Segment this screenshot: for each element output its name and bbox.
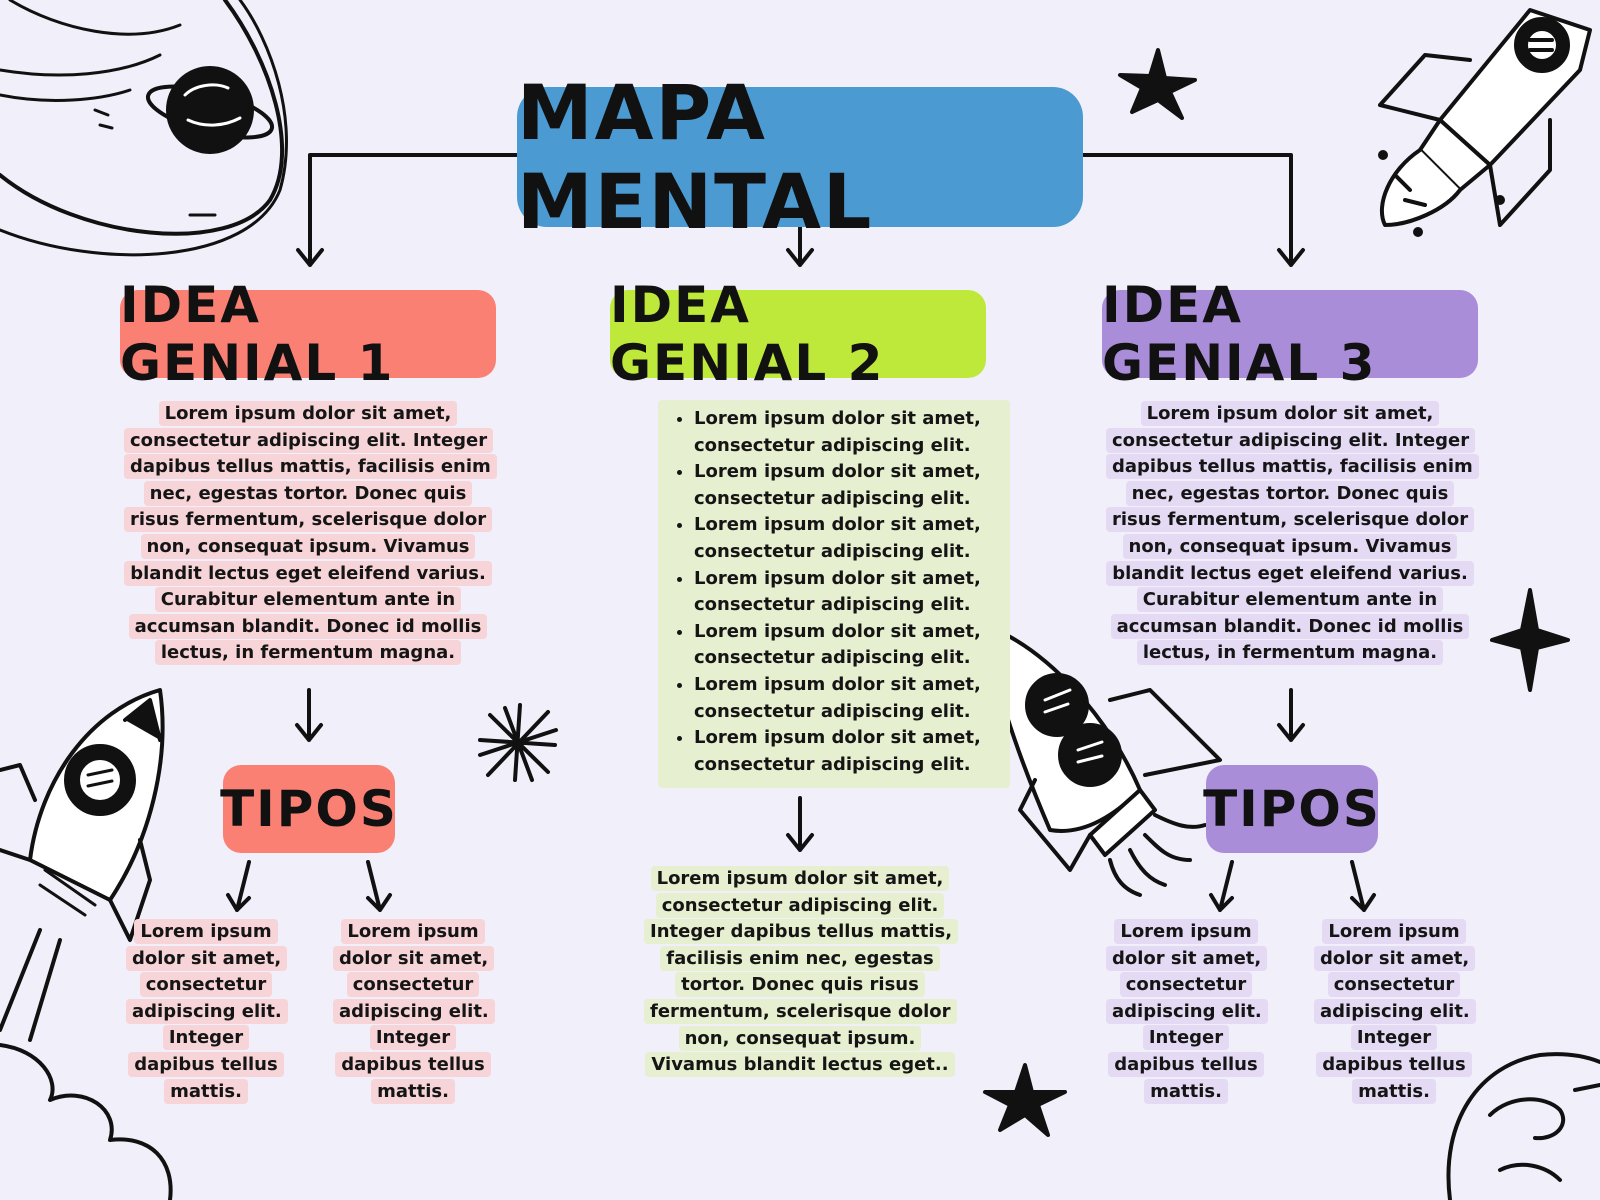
idea-1-subitem-1-text: Lorem ipsum dolor sit amet, consectetur adipiscing elit. Integer dapibus tellus mattis. [126, 919, 288, 1104]
idea-2-bullet-4: • Lorem ipsum dolor sit amet, consectetur adipiscing elit. [694, 566, 1000, 619]
mind-map-title: MAPA MENTAL [517, 87, 1083, 227]
connector-title-idea1 [298, 155, 517, 265]
idea-1-subitem-2-text: Lorem ipsum dolor sit amet, consectetur adipiscing elit. Integer dapibus tellus mattis. [333, 919, 495, 1104]
idea-1-label: IDEA GENIAL 1 [120, 290, 496, 378]
idea-1-subitem-2 [333, 919, 493, 1105]
idea-3-tipos-label: TIPOS [1206, 765, 1378, 853]
idea-3-subitem-2-text: Lorem ipsum dolor sit amet, consectetur adipiscing elit. Integer dapibus tellus mattis. [1314, 919, 1476, 1104]
idea-1-tipos-label: TIPOS [223, 765, 395, 853]
idea-2-bullet-6: • Lorem ipsum dolor sit amet, consectetur adipiscing elit. [694, 672, 1000, 725]
idea-1-description-text: Lorem ipsum dolor sit amet, consectetur adipiscing elit. Integer dapibus tellus mattis, facilisis enim nec, egestas tortor. Donec quis risus fermentum, scelerisque dolor non, consequat ipsum. Vivamus blandit lectus eget eleifend varius. Curabitur elementum ante in accumsan blandit. Donec id mollis lectus, in fermentum magna. [124, 401, 497, 665]
connector-tipos1-sub1 [228, 862, 249, 910]
idea-3-description-text: Lorem ipsum dolor sit amet, consectetur adipiscing elit. Integer dapibus tellus mattis, facilisis enim nec, egestas tortor. Donec quis risus fermentum, scelerisque dolor non, consequat ipsum. Vivamus blandit lectus eget eleifend varius. Curabitur elementum ante in accumsan blandit. Donec id mollis lectus, in fermentum magna. [1106, 401, 1479, 665]
connector-idea1-tipos [297, 690, 321, 740]
idea-3-subitem-1 [1106, 919, 1266, 1105]
idea-2-bullet-7: • Lorem ipsum dolor sit amet, consectetur adipiscing elit. [694, 725, 1000, 778]
idea-1-description [124, 401, 492, 667]
idea-2-bullet-5: • Lorem ipsum dolor sit amet, consectetur adipiscing elit. [694, 619, 1000, 672]
connector-tipos1-sub2 [368, 862, 390, 910]
idea-2-description [644, 866, 956, 1079]
connector-tipos3-sub2 [1352, 862, 1374, 910]
idea-2-bullet-2: • Lorem ipsum dolor sit amet, consectetur adipiscing elit. [694, 459, 1000, 512]
idea-2-bullet-1: • Lorem ipsum dolor sit amet, consectetur adipiscing elit. [694, 406, 1000, 459]
idea-3-subitem-1-text: Lorem ipsum dolor sit amet, consectetur adipiscing elit. Integer dapibus tellus mattis. [1106, 919, 1268, 1104]
idea-3-label: IDEA GENIAL 3 [1102, 290, 1478, 378]
idea-3-description [1106, 401, 1474, 667]
connector-idea2-detail [788, 798, 812, 850]
idea-2-label: IDEA GENIAL 2 [610, 290, 986, 378]
connector-title-idea3 [1083, 155, 1303, 265]
idea-2-bullet-3: • Lorem ipsum dolor sit amet, consectetur adipiscing elit. [694, 512, 1000, 565]
idea-1-subitem-1 [126, 919, 286, 1105]
connector-idea3-tipos [1279, 690, 1303, 740]
idea-2-description-text: Lorem ipsum dolor sit amet, consectetur adipiscing elit. Integer dapibus tellus mattis, facilisis enim nec, egestas tortor. Donec quis risus fermentum, scelerisque dolor non, consequat ipsum. Vivamus blandit lectus eget.. [644, 866, 958, 1077]
idea-2-bullet-list [658, 400, 1010, 788]
idea-3-subitem-2 [1314, 919, 1474, 1105]
connector-tipos3-sub1 [1211, 862, 1232, 910]
